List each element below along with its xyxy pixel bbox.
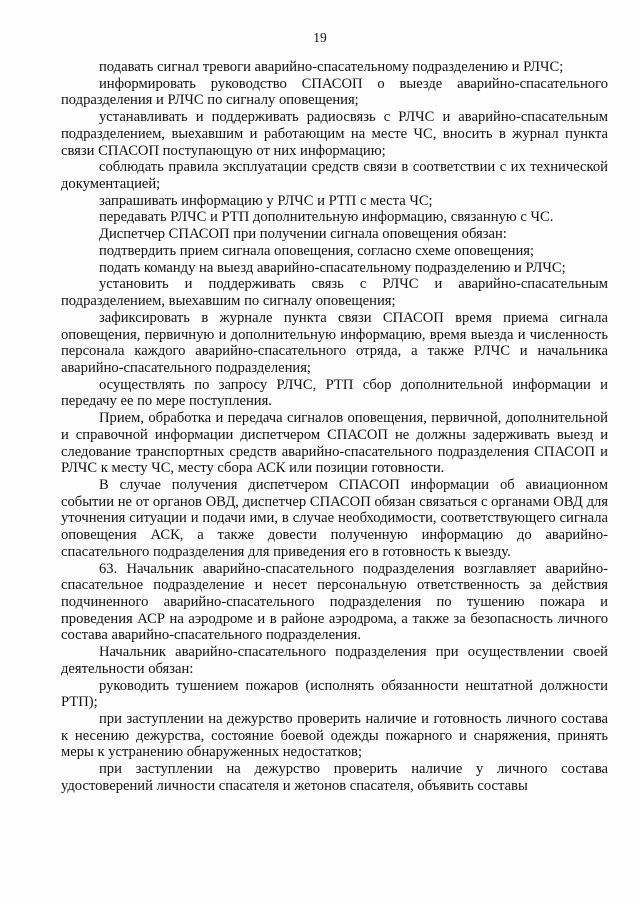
paragraph: информировать руководство СПАСОП о выезде аварийно-спасательного подразделения и РЛЧС по сигналу оповещения; bbox=[61, 75, 608, 109]
paragraph: подтвердить прием сигнала оповещения, согласно схеме оповещения; bbox=[99, 242, 535, 259]
body-text bbox=[61, 59, 608, 795]
paragraph: при заступлении на дежурство проверить наличие у личного состава удостоверений личности спасателя и жетонов спасателя, объявить составы bbox=[61, 761, 608, 794]
paragraph: зафиксировать в журнале пункта связи СПАСОП время приема сигнала оповещения, первичную и дополнительную информацию, время выезда и численность персонала каждого аварийно-спасательного отряда, а также РЛЧС и начальника аварийно-спасательного подразделения; bbox=[61, 309, 608, 376]
paragraph: при заступлении на дежурство проверить наличие и готовность личного состава к несению дежурства, состояние боевой одежды пожарного и снаряжения, принять меры к устранению обнаруженных недостатков; bbox=[61, 711, 608, 761]
paragraph: запрашивать информацию у РЛЧС и РТП с места ЧС; bbox=[99, 192, 433, 209]
page-number: 19 bbox=[313, 30, 327, 45]
paragraph: 63. Начальник аварийно-спасательного подразделения возглавляет аварийно-спасательное подразделение и несет персональную ответственность за действия подчиненного аварийно-спасательного подразделения по тушению пожара и проведения АСР на аэродроме и в районе аэродрома, а также за безопасность личного состава аварийно-спасательного подразделения. bbox=[61, 560, 608, 644]
paragraph: Прием, обработка и передача сигналов оповещения, первичной, дополнительной и справочной информации диспетчером СПАСОП не должны задерживать выезд и следование транспортных средств аварийно-спасательного подразделения СПАСОП и РЛЧС к месту ЧС, месту сбора АСК или позиции готовности. bbox=[61, 410, 608, 477]
paragraph: руководить тушением пожаров (исполнять обязанности нештатной должности РТП); bbox=[61, 677, 608, 711]
paragraph: передавать РЛЧС и РТП дополнительную информацию, связанную с ЧС. bbox=[99, 209, 554, 226]
paragraph: осуществлять по запросу РЛЧС, РТП сбор дополнительной информации и передачу ее по мере поступления. bbox=[61, 376, 608, 410]
paragraph: установить и поддерживать связь с РЛЧС и аварийно-спасательным подразделением, выехавшим по сигналу оповещения; bbox=[61, 276, 608, 310]
paragraph: устанавливать и поддерживать радиосвязь с РЛЧС и аварийно-спасательным подразделением, выехавшим и работающим на месте ЧС, вносить в журнал пункта связи СПАСОП поступающую от них информацию; bbox=[61, 109, 608, 159]
paragraph: В случае получения диспетчером СПАСОП информации об авиационном событии не от органов ОВД, диспетчер СПАСОП обязан связаться с органами ОВД для уточнения ситуации и подачи ими, в случае необходимости, соответствующего сигнала оповещения АСК, а также довести полученную информацию до аварийно-спасательного подразделения для приведения его в готовность к выезду. bbox=[61, 476, 608, 560]
paragraph: подавать сигнал тревоги аварийно-спасательному подразделению и РЛЧС; bbox=[99, 59, 564, 75]
paragraph: подать команду на выезд аварийно-спасательному подразделению и РЛЧС; bbox=[99, 259, 566, 276]
paragraph: соблюдать правила эксплуатации средств связи в соответствии с их технической документацией; bbox=[61, 159, 608, 193]
paragraph: Начальник аварийно-спасательного подразделения при осуществлении своей деятельности обязан: bbox=[61, 644, 608, 677]
paragraph: Диспетчер СПАСОП при получении сигнала оповещения обязан: bbox=[99, 226, 507, 243]
